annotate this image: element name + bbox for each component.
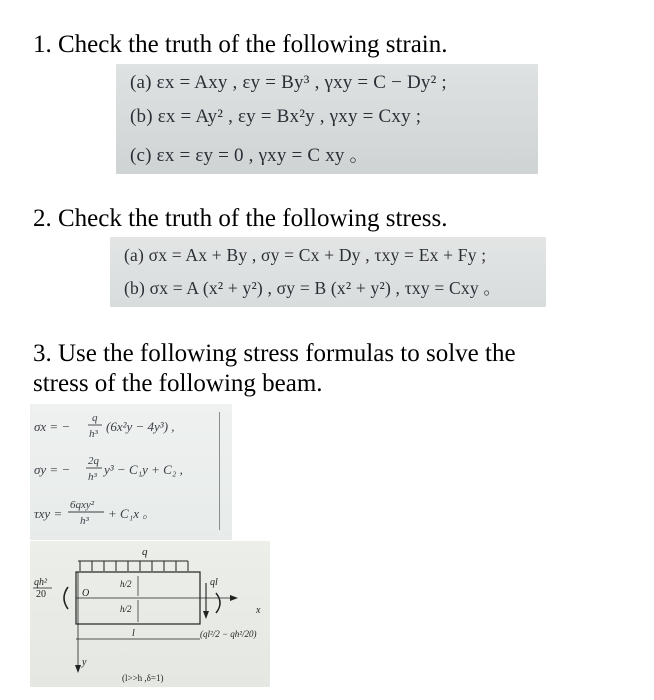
- sigma-y-lhs: σy = −: [34, 462, 71, 477]
- y-axis-label: y: [82, 657, 87, 668]
- stress-equation-a: (a) σx = Ax + By , σy = Cx + Dy , τxy = Ex + Fy ;: [124, 245, 487, 265]
- load-label: q: [142, 546, 148, 558]
- tau-xy-lhs: τxy =: [34, 506, 63, 521]
- strain-equation-a: (a) εx = Axy , εy = By³ , γxy = C − Dy² ;: [130, 72, 447, 93]
- stress-equations-image: [110, 237, 546, 307]
- beam-condition: (l>>h ,δ=1): [122, 673, 164, 683]
- question-2-heading: 2. Check the truth of the following stress.: [33, 205, 448, 232]
- x-axis-arrow: [230, 595, 238, 601]
- beam-diagram-svg: [30, 541, 270, 687]
- left-moment-den: 20: [36, 589, 46, 600]
- left-moment-arrow: [64, 587, 68, 609]
- tau-xy-num: 6qxy²: [70, 499, 95, 511]
- stress-formulas-image: [30, 404, 232, 540]
- question-1-heading: 1. Check the truth of the following strain.: [33, 31, 448, 58]
- tau-xy-rest: + C₁x 。: [108, 506, 156, 521]
- question-3-line-2: stress of the following beam.: [33, 370, 323, 397]
- strain-equation-c: (c) εx = εy = 0 , γxy = C xy 。: [130, 145, 369, 166]
- sigma-y-den: h³: [88, 471, 97, 483]
- right-moment-label: (ql²/2 − qh²/20): [200, 629, 257, 639]
- length-label: l: [132, 628, 135, 639]
- left-moment-num: qh²: [34, 577, 47, 588]
- beam-diagram-image: [30, 541, 270, 687]
- sigma-x-num: q: [92, 412, 98, 424]
- half-height-top: h/2: [120, 579, 132, 589]
- shear-label: ql: [210, 577, 218, 588]
- half-height-bottom: h/2: [120, 604, 132, 614]
- right-moment-arrow: [216, 593, 220, 613]
- shear-arrow-head: [203, 611, 209, 619]
- sigma-y-num: 2q: [88, 455, 99, 467]
- origin-label: O: [82, 588, 90, 599]
- x-axis-label: x: [256, 605, 261, 616]
- sigma-x-rest: (6x²y − 4y³) ,: [106, 419, 175, 434]
- sigma-y-rest: y³ − C₁y + C₂ ,: [104, 462, 183, 477]
- tau-xy-den: h³: [80, 515, 89, 527]
- question-3-heading: [33, 339, 625, 399]
- formulas-brace: [215, 412, 220, 530]
- question-3-line-1: 3. Use the following stress formulas to solve the: [33, 340, 516, 367]
- strain-equation-b: (b) εx = Ay² , εy = Bx²y , γxy = Cxy ;: [130, 106, 422, 127]
- sigma-x-lhs: σx = −: [34, 419, 71, 434]
- strain-equations-image: [116, 64, 538, 174]
- stress-formulas-svg: [30, 404, 232, 540]
- y-axis-arrow: [75, 665, 81, 673]
- load-arrows: [80, 561, 188, 571]
- stress-equation-b: (b) σx = A (x² + y²) , σy = B (x² + y²) , τxy = Cxy 。: [124, 278, 502, 298]
- sigma-x-den: h³: [89, 428, 98, 440]
